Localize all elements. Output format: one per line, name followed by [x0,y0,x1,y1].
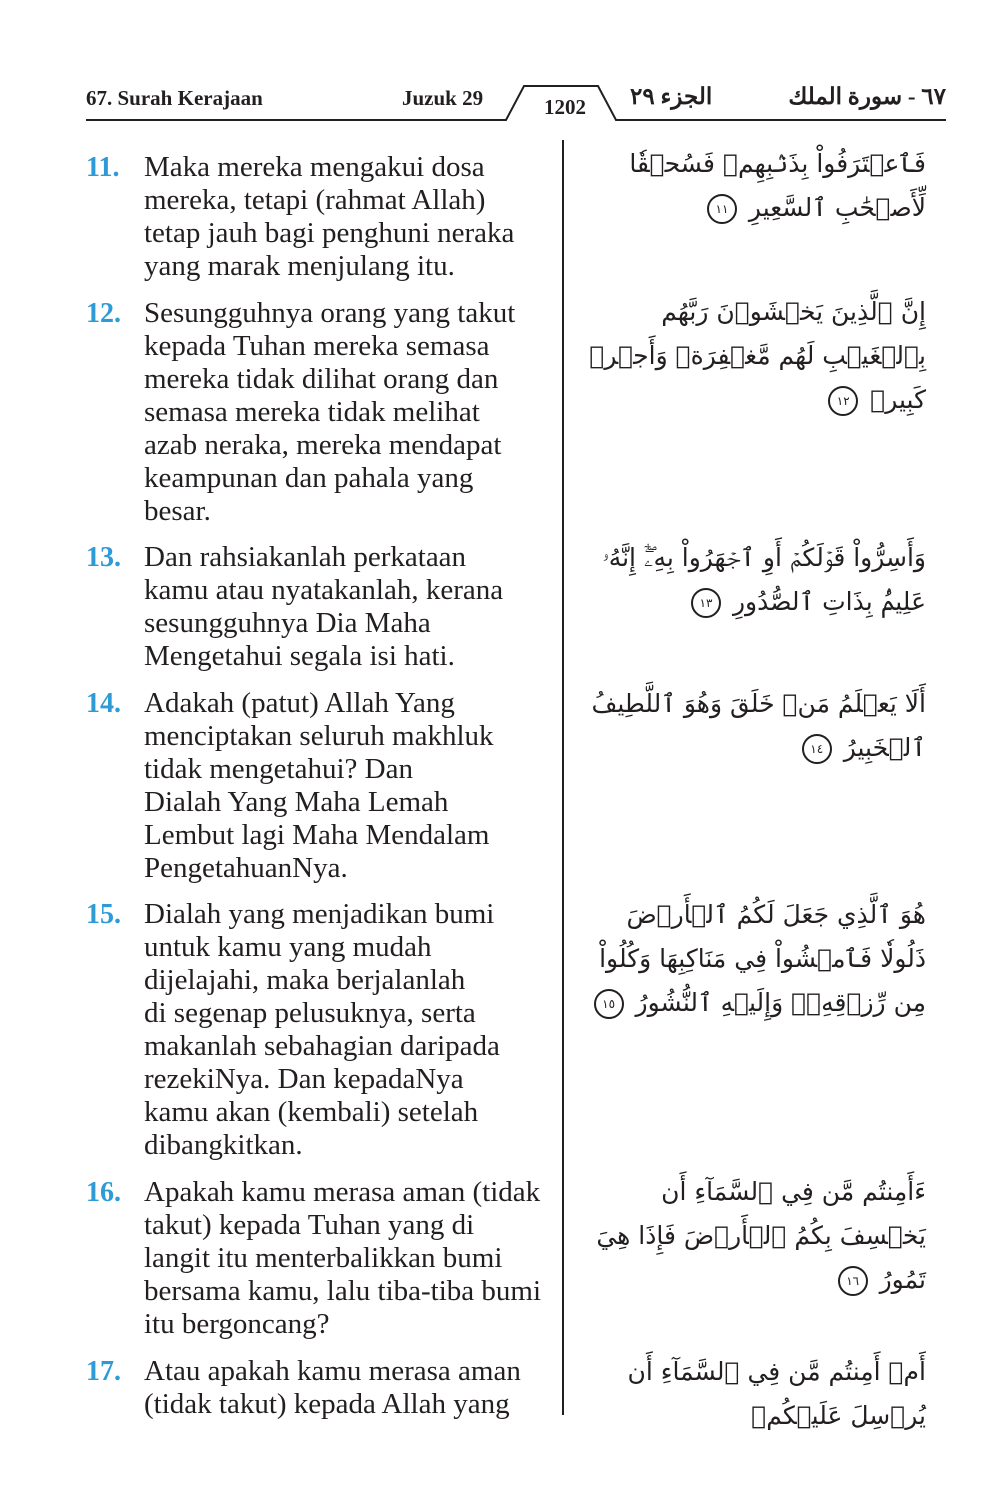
verse-translation: Atau apakah kamu merasa aman (tidak takut) kepada Allah yang [144,1355,521,1420]
page-header [86,80,946,130]
verse-number: 14. [86,688,121,719]
ayah-marker: ١٥ [594,989,624,1019]
verse-number: 15. [86,899,121,930]
verse-arabic [576,1350,926,1438]
verse-number: 13. [86,542,121,573]
verse-number: 12. [86,298,121,329]
verse-translation: Dan rahsiakanlah perkataan kamu atau nyatakanlah, kerana sesungguhnya Dia Maha Mengetahui segala isi hati. [144,541,504,672]
ayah-marker: ١٢ [828,386,858,416]
verse-translation: Dialah yang menjadikan bumi untuk kamu yang mudah dijelajahi, maka berjalanlah di segenap pelusuknya, serta makanlah sebahagian daripada rezekiNya. Dan kepadaNya kamu akan (kembali) setelah dibangkitkan. [144,898,500,1161]
column-divider [562,140,564,1415]
page-number: 1202 [544,95,586,119]
arabic-surah-title: ٦٧ - سورة الملك [788,84,946,109]
ayah-marker: ١٣ [691,588,721,618]
verse-translation: Sesungguhnya orang yang takut kepada Tuhan mereka semasa mereka tidak dilihat orang dan semasa mereka tidak melihat azab neraka, mereka mendapat keampunan dan pahala yang besar. [144,297,516,527]
verse-arabic [576,142,926,230]
verse-translation: Adakah (patut) Allah Yang menciptakan seluruh makhluk tidak mengetahui? Dan Dialah Yang Maha Lemah Lembut lagi Maha Mendalam PengetahuanNya. [144,687,494,884]
ayah-marker: ١٦ [838,1266,868,1296]
arabic-juz-label: الجزء ٢٩ [630,84,713,109]
ayah-marker: ١١ [707,194,737,224]
arabic-text: وَأَسِرُّواْ قَوۡلَكُمۡ أَوِ ٱجۡهَرُواْ بِهِۦٓۖ إِنَّهُۥ عَلِيمُۢ بِذَاتِ ٱلصُّدُورِ [602,543,926,616]
arabic-text: ءَأَمِنتُم مَّن فِي ٱلسَّمَآءِ أَن يَخۡسِفَ بِكُمُ ٱلۡأَرۡضَ فَإِذَا هِيَ تَمُورُ [596,1177,926,1294]
ayah-marker: ١٤ [802,734,832,764]
verse-arabic [576,290,926,422]
verse-translation: Maka mereka mengakui dosa mereka, tetapi (rahmat Allah) tetap jauh bagi penghuni neraka yang marak menjulang itu. [144,151,515,282]
verse-arabic [576,536,926,624]
arabic-text: أَلَا يَعۡلَمُ مَنۡ خَلَقَ وَهُوَ ٱللَّطِيفُ ٱلۡخَبِيرُ [591,689,926,762]
juz-label: Juzuk 29 [402,86,484,110]
surah-title: 67. Surah Kerajaan [86,86,263,110]
arabic-text: إِنَّ ٱلَّذِينَ يَخۡشَوۡنَ رَبَّهُم بِٱلۡغَيۡبِ لَهُم مَّغۡفِرَةٞ وَأَجۡرٞ كَبِيرٞ [589,297,926,414]
arabic-text: فَٱعۡتَرَفُواْ بِذَنۢبِهِمۡ فَسُحۡقٗا لِّأَصۡحَٰبِ ٱلسَّعِيرِ [629,149,926,222]
verse-number: 11. [86,152,120,183]
verse-arabic [576,893,926,1025]
verse-translation: Apakah kamu merasa aman (tidak takut) kepada Tuhan yang di langit itu menterbalikkan bumi bersama kamu, lalu tiba-tiba bumi itu bergoncang? [144,1176,542,1340]
arabic-text: هُوَ ٱلَّذِي جَعَلَ لَكُمُ ٱلۡأَرۡضَ ذَلُولٗا فَٱمۡشُواْ فِي مَنَاكِبِهَا وَكُلُواْ مِن رِّزۡقِهِۦۖ وَإِلَيۡهِ ٱلنُّشُورُ [599,900,926,1017]
verse-number: 17. [86,1356,121,1387]
verse-arabic [576,682,926,770]
verse-number: 16. [86,1177,121,1208]
arabic-text: أَمۡ أَمِنتُم مَّن فِي ٱلسَّمَآءِ أَن يُرۡسِلَ عَلَيۡكُمۡ [627,1357,926,1430]
verse-arabic [576,1170,926,1302]
